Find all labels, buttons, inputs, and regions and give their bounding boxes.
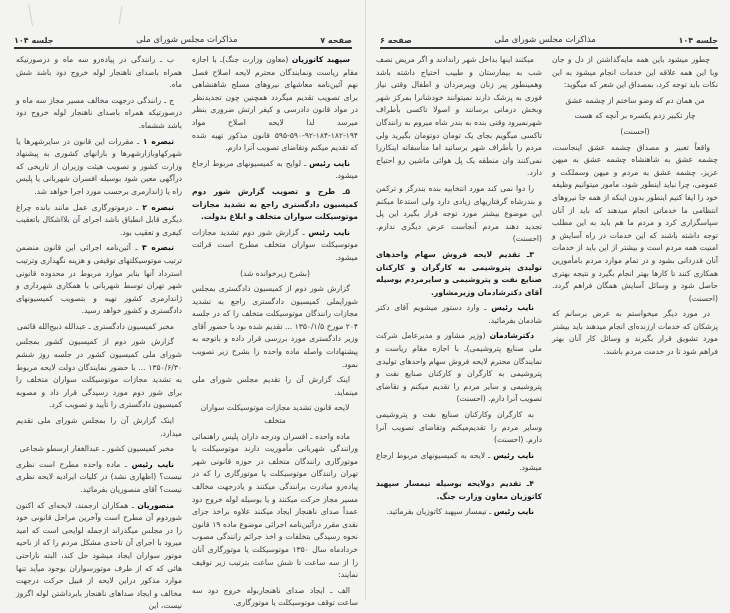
paragraph-text: واقعاً تعبیر و مصداق چشمه عشق اینجاست، چشمه عشق به شاهنشاه چشمه عشق به میهن عزیز، چشمه عشق به مردم و میهن وسملکت و عمومی، چرا نباید اینطور شود، مامور میتوانیم وظیفه خود را ایفا کنیم اینطور بدون اینکه از همه جا نیروهای انتظامی ما خدماتی انجام میدهند که باید از آنان سپاسگزاری کرد و مردم ما هم باید به این مطلب توجه داشته باشند که این خدمات در راه آسایش و امنیت همه مردم است و بیشتر از این باید از خدمات آنان قدردانی بشود و در تمام موارد مردم بامأمورین همکاری کنند تا کارها بهتر انجام بگیرد و نتیجه بهتری حاصل شود و وسائل آسایش همگان فراهم گردد. (احسنت) [552, 142, 718, 303]
paragraph-text: ـ آئین‌نامه اجرائی این قانون منضمن ترتیب موتوسیکلتهای توقیفی و هزینه نگهداری وترتیب استرداد آنها بنابر موارد مربوط در محدوده قانونی شهر تهران توسط شهربانی با همکاری شهرداری و ژاندارمری کشور تهیه و بتصویب کمیسیونهای دادگستری و کشور خواهد رسید. [16, 243, 182, 316]
paragraph-text: ـ گزارش شور دوم تشدید مجازات موتوسیکلت سواران متخلف مطرح است قرائت میشود. [192, 227, 358, 262]
right-page [365, 0, 730, 599]
paragraph-text: اینک گزارش آن را بمجلس شورای ملی تقدیم میدارد. [16, 416, 182, 438]
paragraph [376, 450, 542, 475]
paragraph-text: ـ درموتورگاری عمل مانند بانده چراغ دیگری قابل انطباق باشد اجرای آن بلااشکال باتعقیب کیفری و تعقیب بود. [16, 202, 182, 237]
paragraph [16, 336, 182, 412]
centered-line: (بشرح زیرخوانده شد) [240, 268, 310, 278]
paragraph-text: ـ لایحه به کمیسیونهای مربوط ارجاع میشود. [376, 450, 542, 473]
paragraph [16, 321, 182, 334]
paragraph-text: مخبر کمیسیون دادگستری ـ عبدالله ذبیح‌الله قائمی [17, 321, 174, 331]
left-page [0, 0, 364, 611]
speaker-name: دکترشادمان [489, 331, 534, 341]
paragraph-text: اینک گزارش آن را تقدیم مجلس شورای ملی مینماید. [192, 375, 358, 397]
speaker-name: نایب رئیس [131, 459, 175, 469]
paragraph-text: در مورد دیگر میخواستم به عرض برسانم که پزشکان که خدمات ارزنده‌ای انجام میدهند باید بیشتر مورد تشویق قرار بگیرند و وسائل کار آنان بهتر فراهم شود تا در خدمت مردم باشند. [552, 309, 718, 357]
page-number: صفحه ۷ [320, 36, 352, 45]
speaker-name: نایب رئیس [493, 450, 535, 460]
speaker-name: تبصره ۱ [142, 136, 174, 146]
paragraph [552, 54, 718, 92]
paragraph [16, 54, 182, 92]
paragraph [376, 302, 542, 327]
paragraph [192, 585, 358, 610]
paragraph-text: گزارش شور دوم از کمیسیون کشور بمجلس شورای ملی کمیسیون کشور در جلسه روز ششم ۱۳۵۰/۶/۳۰ ... با حضور نمایندگان دولت لایحه مربوط به تشدید مجازات موتوسیکلت سواران متخلف را برای شور دوم مورد رسیدگی قرار داد و مصوبه کمیسیون دادگستری را تأیید و تصویب کرد. [16, 337, 182, 410]
paragraph [16, 242, 182, 318]
paragraph-text: (معاون وزارت جنگ)ـ با اجازه مقام ریاست ونمایندگان محترم لایحه اصلاح فصل نهم آئین‌نامه معاشهای نیروهای مسلح شاهنشاهی برای تصویب تقدیم میگردد همچنین چون تجدیدنظر در مواد قانون دادرسی و کیفر ارتش ضروری بنظر میرسد لذا لایحه اصلاح مواد ۱۹۴-۱۸۲-۱۸۴-۹۲-۵۹۰-۵۹۵ قانون مذکور تهیه شده که تقدیم میکنم وتقاضای تصویب آنرا دارم. [192, 55, 358, 153]
paragraph [16, 202, 182, 240]
header-title: مذاکرات مجلس شورای ملی [136, 35, 238, 45]
paragraph-text: ماده واحده ـ افسران ودرجه داران پلیس راهنمائی ورانندگی شهربانی مأموریت دارند موتوسیکلت یا موتورگاری رانندگان متخلف در حوزه قانونی شهر تهران رانندگان موتوسیکلت یا موتورگاری را که در پیاده‌رو مبادرت برانندگی میکنند و یادرجهت مخالف مسیر مجاز حرکت میکنند و یا بوسیله لوله خروج دود عمداً صدای ناهنجار ایجاد میکنند علاوه براخذ جزای نقدی مقرر درآئین‌نامه اجرائی موضوع ماده ۱۹ قانون نحوه رسیدگی بتخلفات و اخذ جرائم رانندگی مصوب خردادماه سال ۱۳۵۰ موتوسیکلت یا موتورگاری آنان را از سه ساعت تا شش ساعت بترتیب زیر توقیف نمایند: [192, 431, 359, 580]
page-number: صفحه ۶ [380, 36, 412, 45]
session-number: جلسه ۱۰۴ [678, 36, 718, 45]
running-header [380, 31, 718, 49]
speaker-name: سپهبد کاتوزیان [291, 55, 350, 64]
paragraph [16, 415, 182, 440]
paragraph-text: مخبر کمیسیون کشور ـ عبدالغفار ارسطو شجاعی [19, 444, 174, 454]
paragraph [192, 227, 358, 265]
paragraph-text: (وزیر مشاور و مدیرعامل شرکت ملی صنایع پتروشیمی)ـ با اجازه مقام ریاست و نمایندگان محترم لایحه فروش سهام واحدهای تولیدی پتروشیمی به کارگران و کارکنان صنایع نفت و پتروشیمی و سایر مردم را تقدیم میکنم و تقاضای تصویب آنرا دارم. (احسنت) [376, 331, 542, 404]
speaker-name: تبصره ۲ [142, 202, 174, 212]
section-heading: ۳ـ تقدیم لایحه فروش سهام واحدهای تولیدی پتروشیمی به کارگران و کارکنان صنایع نفت و پتروشیمی و سایرمردم بوسیله آقای دکترشادمان وزیرمشاور. [376, 249, 542, 297]
section-heading: ۵ـ طرح و تصویب گزارش شور دوم کمیسیون دادگستری راجع به تشدید مجازات موتوسیکلت سواران متخلف و ابلاغ بدولت. [192, 186, 358, 222]
paragraph-text: ج ـ رانندگی درجهت مخالف مسیر مجاز سه ماه و درصورتیکه همراه باصدای ناهنجار لوله خروج دود باشد ششماه. [16, 95, 182, 130]
paragraph-text: ـ لوایح به کمیسیونهای مربوط ارجاع میشود. [192, 158, 358, 181]
paragraph-text: ـ همکاران ارجمند، لایحه‌ای که اکنون شوردوم آن مطرح است وآخرین مراحل قانونی خود را در مجلس میگذراند ازجمله لوایحی است که امید میرود با اجرای آن تاحدی مشکل مردم را که از ناحیه موتور سواران ایجاد میشود حل کند، البته ناراحتی هائی که که از طرف موتورسواران بوجود میآید تنها موارد مذکور دراین لایحه از قبیل حرکت درجهت مخالف و ایجاد صداهای ناهنجار بابرداشتن لوله اگزوز نیست، این [16, 500, 182, 611]
paragraph [16, 95, 182, 133]
paragraph-text: میکنند اینها بداخل شهر راندادند و اگر مریض نصف شب به بیمارستان و طبیب احتیاج داشته باشد وهمینطور پیر زنان وپیرمردان و اطفال وقتی نیاز فوری به پزشک دارند نمیتوانند خودشانرا بمرکز شهر وبخش درمانی برسانند و اصولا تاکسی بأطراف شهرنمیرود وقتی بنده به بندر شاه میروم به رانندگان تاکسی میگویم بجای یک تومان دوتومان بگیرید ولی مردم را بأطراف شهر برسانید اما متأسفانه اینکاررا نمی‌کنند وان منطقه یک پل هوائی ماشین رو احتیاج دارد. [376, 55, 542, 178]
text-column [16, 54, 182, 611]
running-header [14, 31, 352, 49]
speaker-name: نایب رئیس [491, 303, 534, 313]
paragraph [376, 506, 542, 519]
header-title: مذاکرات مجلس شورای ملی [494, 35, 596, 45]
speaker-name: نایب رئیس [308, 227, 351, 237]
paragraph [16, 459, 182, 497]
section-heading: ۴ـ تقدیم دولایحه بوسیله تیمسار سپهبد کاتوزیان معاون وزارت جنگ. [376, 479, 542, 501]
centered-line: (احسنت) [620, 126, 650, 136]
paragraph [192, 283, 358, 371]
paragraph-text: ب ـ رانندگی در پیاده‌رو سه ماه و درصورتیکه همراه باصدای ناهنجار لوله خروج دود باشد شش ماه. [16, 55, 182, 90]
speaker-name: نایب رئیس [493, 507, 534, 517]
paragraph [192, 374, 358, 399]
paragraph [192, 431, 358, 582]
paragraph-text: ـ ماده واحده مطرح است نظری نیست؟ (اظهاری نشد) در کلیات ایرادیه لایحه نظری نیست؟ آقای منصوریان بفرمائید. [16, 459, 182, 494]
speaker-name: تبصره ۳ [142, 243, 174, 253]
paragraph-text: الف ـ ایجاد صدای ناهنجاربوله خروج دود سه ساعت توقف موتوسیکلت یا موتورگاری. [192, 585, 358, 608]
paragraph [192, 54, 358, 155]
paragraph [192, 158, 358, 183]
paragraph-text: ـ وارد دستور میشویم آقای دکتر شادمان بفرمائید. [376, 303, 542, 325]
paragraph-text: به کارگران وکارکنان صنایع نفت و پتروشیمی وسایر مردم را تقدیم‌میکنم وتقاضای تصویب آنرا دارم. (احسنت) [376, 410, 542, 445]
paragraph [376, 409, 542, 447]
centered-line: لایحه قانون تشدید مجازات موتوسیکلت سواران متخلف [200, 403, 350, 426]
paragraph [552, 142, 718, 306]
paragraph [376, 54, 542, 180]
centered-line: من همان دم که وضو ساختم از چشمه عشق [565, 95, 705, 105]
paragraph-text: گزارش شور دوم از کمیسیون دادگستری بمجلس شورایملی کمیسیون دادگستری راجع به تشدید مجازات رانندگان موتوسیکلت متخلف را که در جلسه ۲۰۴ مورخ ۱۳۵۰/۱/۵ ... تقدیم شده بود با حضور آقای وزیر دادگستری مورد بررسی قرار داده و باتوجه به پیشنهادات واصله ماده واحده را بشرح زیر تصویب نمود. [192, 284, 358, 369]
paragraph [16, 443, 182, 456]
paragraph [16, 136, 182, 199]
paragraph-text: ـ مقررات این قانون در سایرشهرها یا شهرکهاوبازارشهرها و بارانهای کشوری به پیشنهاد وزارت کشور و تصویب هیئت وزیران از تاریخی که درآگهی معین شود بوسیله افسران شهربانی یا پلیس راه یا ژاندارمری برحسب مورد اجرا خواهد شد. [16, 136, 182, 196]
text-column [552, 54, 718, 584]
paragraph-text: چطور میشود باین همه مایه‌گذاشتن از دل و جان وبا این همه علاقه این خدمات انجام میشود به این نکات باید توجه کرد، بمصداق این شعر که میگوید: [552, 55, 718, 90]
paragraph-text: ـ تیمسار سپهبد کاتوزیان بفرمائید. [386, 507, 492, 517]
text-column [376, 54, 542, 584]
paragraph [376, 330, 542, 406]
session-number: جلسه ۱۰۴ [14, 36, 54, 45]
paragraph-text: را دوا نمی کند مورد انتخابیه بنده بندرگز و ترکمن و بندرشاه گرفتاریهای زیادی دارد ولی استدعا میکنم این موضوع بیشتر مورد توجه قرار بگیرد این پل تجدید دهند مردم آنجاست عرض دیگری ندارم. (احسنت) [376, 183, 542, 244]
paragraph [552, 308, 718, 358]
paragraph [16, 500, 182, 613]
centered-line: چار تکبیر زدم یکسره بر آنچه که هست [574, 111, 696, 121]
text-column [192, 54, 359, 608]
speaker-name: نایب رئیس [309, 158, 350, 168]
paragraph [376, 183, 542, 246]
speaker-name: منصوریان [137, 500, 175, 510]
